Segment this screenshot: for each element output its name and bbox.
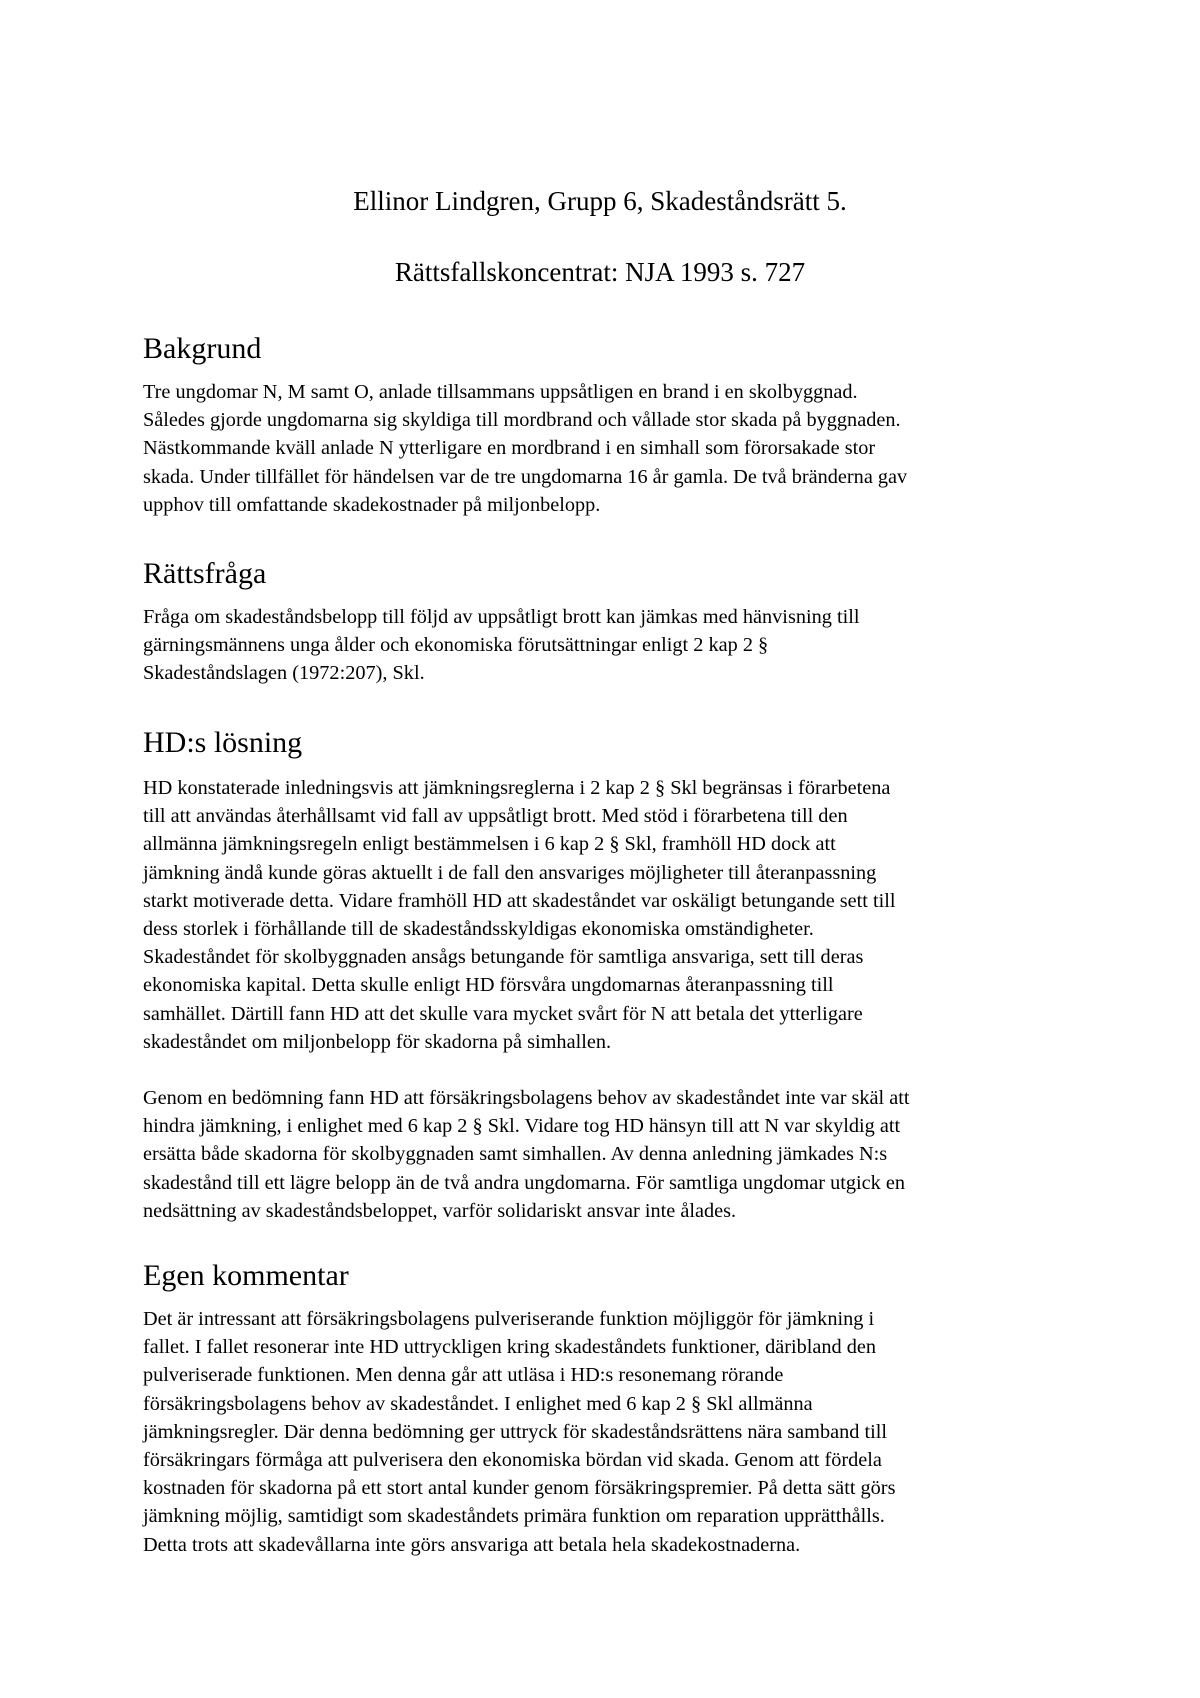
text-line: försäkringsbolagens behov av skadeståndet. I enlighet med 6 kap 2 § Skl allmänna	[143, 1392, 813, 1415]
paragraph-hds-losning-2	[143, 1084, 1083, 1225]
text-line: Fråga om skadeståndsbelopp till följd av uppsåtligt brott kan jämkas med hänvisning till	[143, 606, 860, 628]
text-line: gärningsmännens unga ålder och ekonomiska förutsättningar enligt 2 kap 2 §	[143, 634, 769, 657]
paragraph-hds-losning-1	[143, 774, 1083, 1056]
text-line: samhället. Därtill fann HD att det skulle vara mycket svårt för N att betala det ytterligare	[143, 1002, 863, 1025]
text-line: jämkningsregler. Där denna bedömning ger uttryck för skadeståndsrättens nära samband till	[143, 1420, 887, 1443]
author-title: Ellinor Lindgren, Grupp 6, Skadeståndsrätt 5.	[353, 186, 847, 216]
section-heading-egen-kommentar: Egen kommentar	[143, 1259, 349, 1292]
text-line: ersätta både skadorna för skolbyggnaden samt simhallen. Av denna anledning jämkades N:s	[143, 1143, 888, 1166]
paragraph-rattsfraga	[143, 603, 1083, 688]
paragraph-egen-kommentar	[143, 1305, 1083, 1559]
text-line: Nästkommande kväll anlade N ytterligare en mordbrand i en simhall som förorsakade stor	[143, 437, 876, 460]
text-line: Det är intressant att försäkringsbolagens pulveriserande funktion möjliggör för jämkning i	[143, 1308, 875, 1330]
text-line: dess storlek i förhållande till de skadeståndsskyldigas ekonomiska omständigheter.	[143, 918, 814, 941]
text-line: pulveriserade funktionen. Men denna går att utläsa i HD:s resonemang rörande	[143, 1364, 784, 1387]
text-line: jämkning möjlig, samtidigt som skadeståndets primära funktion om reparation upprätthålls.	[143, 1505, 885, 1528]
text-line: försäkringars förmåga att pulverisera den ekonomiska bördan vid skada. Genom att fördela	[143, 1449, 882, 1472]
text-line: hindra jämkning, i enlighet med 6 kap 2 § Skl. Vidare tog HD hänsyn till att N var skyldig att	[143, 1115, 901, 1138]
text-line: till att användas återhållsamt vid fall av uppsåtligt brott. Med stöd i förarbetena till den	[143, 805, 848, 828]
text-line: Detta trots att skadevållarna inte görs ansvariga att betala hela skadekostnaderna.	[143, 1533, 801, 1556]
text-line: ekonomiska kapital. Detta skulle enligt HD försvåra ungdomarnas återanpassning till	[143, 974, 834, 997]
paragraph-bakgrund	[143, 378, 1083, 519]
text-line: allmänna jämkningsregeln enligt bestämmelsen i 6 kap 2 § Skl, framhöll HD dock att	[143, 833, 836, 856]
text-line: Genom en bedömning fann HD att försäkringsbolagens behov av skadeståndet inte var skäl att	[143, 1087, 910, 1109]
text-line: nedsättning av skadeståndsbeloppet, varför solidariskt ansvar inte ålades.	[143, 1199, 737, 1222]
text-line: Således gjorde ungdomarna sig skyldiga till mordbrand och vållade stor skada på byggnaden.	[143, 409, 901, 432]
text-line: Skadeståndet för skolbyggnaden ansågs betungande för samtliga ansvariga, sett till deras	[143, 946, 864, 969]
text-line: fallet. I fallet resonerar inte HD uttryckligen kring skadeståndets funktioner, däribland den	[143, 1336, 877, 1359]
text-line: starkt motiverade detta. Vidare framhöll HD att skadeståndet var oskäligt betungande sett till	[143, 889, 896, 912]
text-line: skada. Under tillfället för händelsen var de tre ungdomarna 16 år gamla. De två bränderna gav	[143, 465, 908, 488]
text-line: kostnaden för skadorna på ett stort antal kunder genom försäkringspremier. På detta sätt görs	[143, 1477, 896, 1500]
text-line: Skadeståndslagen (1972:207), Skl.	[143, 662, 425, 685]
section-heading-bakgrund: Bakgrund	[143, 332, 262, 365]
case-title: Rättsfallskoncentrat: NJA 1993 s. 727	[394, 257, 806, 287]
text-line: skadestånd till ett lägre belopp än de två andra ungdomarna. För samtliga ungdomar utgick en	[143, 1171, 906, 1194]
text-line: HD konstaterade inledningsvis att jämkningsreglerna i 2 kap 2 § Skl begränsas i förarbetena	[143, 777, 891, 799]
text-line: jämkning ändå kunde göras aktuellt i de fall den ansvariges möjligheter till återanpassning	[143, 861, 877, 884]
section-heading-hds-losning: HD:s lösning	[143, 726, 303, 759]
text-line: upphov till omfattande skadekostnader på miljonbelopp.	[143, 493, 601, 516]
text-line: Tre ungdomar N, M samt O, anlade tillsammans uppsåtligen en brand i en skolbyggnad.	[143, 381, 858, 403]
section-heading-rattsfraga: Rättsfråga	[143, 557, 267, 590]
text-line: skadeståndet om miljonbelopp för skadorna på simhallen.	[143, 1030, 612, 1053]
